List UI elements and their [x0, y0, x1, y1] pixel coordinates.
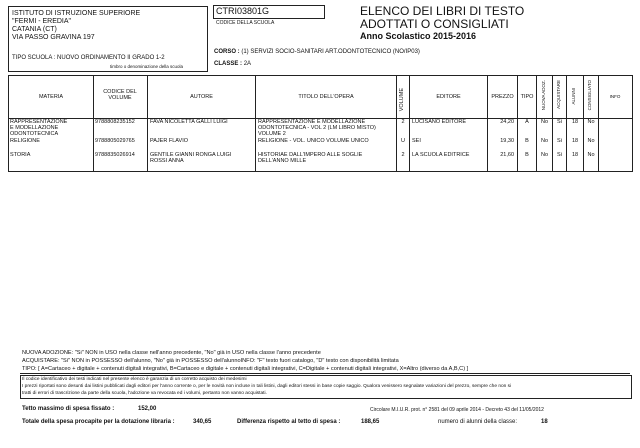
row-1-acquistare: Si [557, 119, 562, 125]
school-line: ISTITUTO DI ISTRUZIONE SUPERIORE [12, 10, 141, 17]
row-3-tipo: B [525, 152, 529, 158]
row-2-prezzo: 19,30 [500, 138, 514, 144]
tetto-value: 152,00 [138, 406, 157, 412]
row-1-titolo [258, 119, 376, 137]
legend [22, 349, 632, 365]
header-alunni: ALUNNI [571, 88, 576, 105]
cell-text: RAPPRESENTAZIONE E MODELLAZIONE [258, 119, 366, 125]
row-1-alunni: 18 [571, 119, 579, 125]
header-tipo: TIPO [520, 94, 534, 100]
school-line: "FERMI - EREDIA" [12, 18, 72, 25]
title-line-2: ADOTTATI O CONSIGLIATI [360, 17, 509, 31]
row-3-materia: STORIA [10, 152, 31, 158]
page-title [360, 5, 630, 42]
col-divider [598, 75, 599, 171]
cell-text: DELL'ANNO MILLE [258, 158, 307, 164]
row-2-consigliato: No [587, 138, 595, 144]
row-1-tipo: A [525, 119, 529, 125]
totale-label: Totale della spesa procapite per la dotazione libraria : [22, 419, 175, 425]
row-2-editore: SEI [412, 138, 421, 144]
header-acquistare: ACQUISTARE [556, 80, 561, 109]
course-label: CORSO : [214, 49, 240, 55]
note-line: tratti di errori di trascrizione da parte della scuola, l'adozione va revocata ed i volumi, pertanto non vanno acquistati. [22, 391, 267, 396]
differenza-label: Differenza rispetto al tetto di spesa : [237, 419, 341, 425]
row-1-codice: 9788808235152 [95, 119, 135, 125]
row-3-titolo [258, 152, 362, 164]
row-2-codice: 9788805029765 [95, 138, 135, 144]
header-editore: EDITORE [436, 94, 461, 100]
school-code: CTRI03801G [216, 6, 270, 16]
cell-text: VOLUME 2 [258, 131, 286, 137]
header-titolo: TITOLO DELL'OPERA [298, 94, 354, 100]
class-value: 2A [243, 61, 252, 67]
notes [22, 376, 628, 397]
col-divider [255, 75, 256, 171]
row-3-prezzo: 21,60 [500, 152, 514, 158]
header-volume: VOLUME [399, 88, 405, 112]
row-2-acquistare: Si [557, 138, 562, 144]
cell-text: RAPPRESENTAZIONE [10, 119, 68, 125]
school-stamp-caption: timbro o denominazione della scuola [110, 64, 184, 69]
note-line: I prezzi riportati sono desunti dai listini pubblicati dagli editori per l'anno corrente o, per le novità non incluse in tali listini, dagli editori stessi in base copie saggio. Qualora venissero segnalate variazioni del prezzo, sempre che non si [22, 384, 512, 389]
class-line [214, 61, 251, 68]
header-materia: MATERIA [38, 94, 64, 100]
class-label: CLASSE : [214, 61, 243, 67]
header-info: INFO [609, 94, 621, 99]
row-1-autore: FAVA NICOLETTA GALLI LUIGI [150, 119, 228, 125]
school-line: VIA PASSO GRAVINA 197 [12, 34, 95, 41]
row-3-acquistare: Si [557, 152, 562, 158]
row-1-volume: 2 [401, 119, 405, 125]
cell-text: ODONTOTECNICA [10, 131, 59, 137]
legend-nuova-adozione: NUOVA ADOZIONE: "Si" NON in USO nella classe nell'anno precedente, "No" già in USO nella classe l'anno precedente [22, 350, 321, 356]
cell-text: ROSSI ANNA [150, 158, 184, 164]
course-value: (1) SERVIZI SOCIO-SANITARI ART.ODONTOTECNICO (NO/IP03) [241, 49, 420, 55]
school-type-label: TIPO SCUOLA : [12, 55, 56, 61]
school-year: Anno Scolastico 2015-2016 [360, 31, 477, 41]
note-line: Il codice identificativo dei testi indicati nel presente elenco è garanzia di un corretto acquisto dei medesimi [22, 377, 247, 382]
header-prezzo: PREZZO [491, 94, 514, 100]
alunni-value: 18 [541, 419, 548, 425]
row-2-volume: U [401, 138, 405, 144]
legend-acquistare: ACQUISTARE: "Si" NON in POSSESSO dell'alunno, "No" già in POSSESSO dell'alunnoINFO: "F" testo fuori catalogo, "D" testo con disponibilità limitata [22, 358, 399, 364]
school-code-caption: CODICE DELLA SCUOLA [216, 20, 275, 26]
row-1-consigliato: No [587, 119, 595, 125]
cell-text: HISTORIAE DALL'IMPERO ALLE SOGLIE [258, 152, 363, 158]
row-2-materia: RELIGIONE [10, 138, 40, 144]
col-divider [93, 75, 94, 171]
cell-text: E MODELLAZIONE [10, 125, 59, 131]
row-2-titolo: RELIGIONE - VOL. UNICO VOLUME UNICO [258, 138, 369, 144]
differenza-value: 188,65 [361, 419, 380, 425]
header-consigliato: CONSIGLIATO [587, 80, 592, 111]
legend-tipo: TIPO: [ A=Cartaceo + digitale + contenuti digitali integrativi, B=Cartaceo e digitale + contenuti digitali integrativi, C=Digitale + contenuti digitali integrativi, X=Altro (diverso da A,B,C) ] [22, 366, 469, 372]
circolare: Circolare M.I.U.R. prot. n° 2581 del 09 aprile 2014 - Decreto 43 del 11/05/2012 [370, 407, 544, 413]
row-2-nuova: No [540, 138, 549, 144]
row-3-alunni: 18 [571, 152, 579, 158]
row-1-prezzo: 24,20 [500, 119, 514, 125]
row-3-volume: 2 [401, 152, 405, 158]
row-2-tipo: B [525, 138, 529, 144]
alunni-label: numero di alunni della classe: [438, 419, 518, 425]
title-line-1: ELENCO DEI LIBRI DI TESTO [360, 4, 525, 18]
row-3-codice: 9788835026914 [95, 152, 135, 158]
school-type-value: NUOVO ORDINAMENTO II GRADO 1-2 [57, 55, 165, 61]
row-3-autore [150, 152, 231, 164]
course-line [214, 49, 420, 56]
col-divider [409, 75, 410, 171]
row-3-nuova: No [540, 152, 549, 158]
totale-value: 340,65 [193, 419, 212, 425]
tetto-label: Tetto massimo di spesa fissato : [22, 406, 115, 412]
row-2-autore: PAJER FLAVIO [150, 138, 189, 144]
row-1-nuova: No [540, 119, 549, 125]
row-2-alunni: 18 [571, 138, 579, 144]
row-1-materia [10, 119, 67, 137]
school-name [12, 10, 202, 42]
header-codice: CODICE DEL VOLUME [103, 89, 137, 101]
cell-text: GENTILE GIANNI RONGA LUIGI [150, 152, 232, 158]
row-3-consigliato: No [587, 152, 595, 158]
school-line: CATANIA (CT) [12, 26, 57, 33]
cell-text: ODONTOTECNICA - VOL 2 (LM LIBRO MISTO) [258, 125, 376, 131]
row-1-editore: LUCISANO EDITORE [412, 119, 466, 125]
row-3-editore: LA SCUOLA EDITRICE [412, 152, 470, 158]
school-type [12, 55, 165, 62]
header-nuova-adozione: NUOVA ADOZ. [541, 80, 546, 111]
col-divider [147, 75, 148, 171]
header-autore: AUTORE [190, 94, 213, 100]
